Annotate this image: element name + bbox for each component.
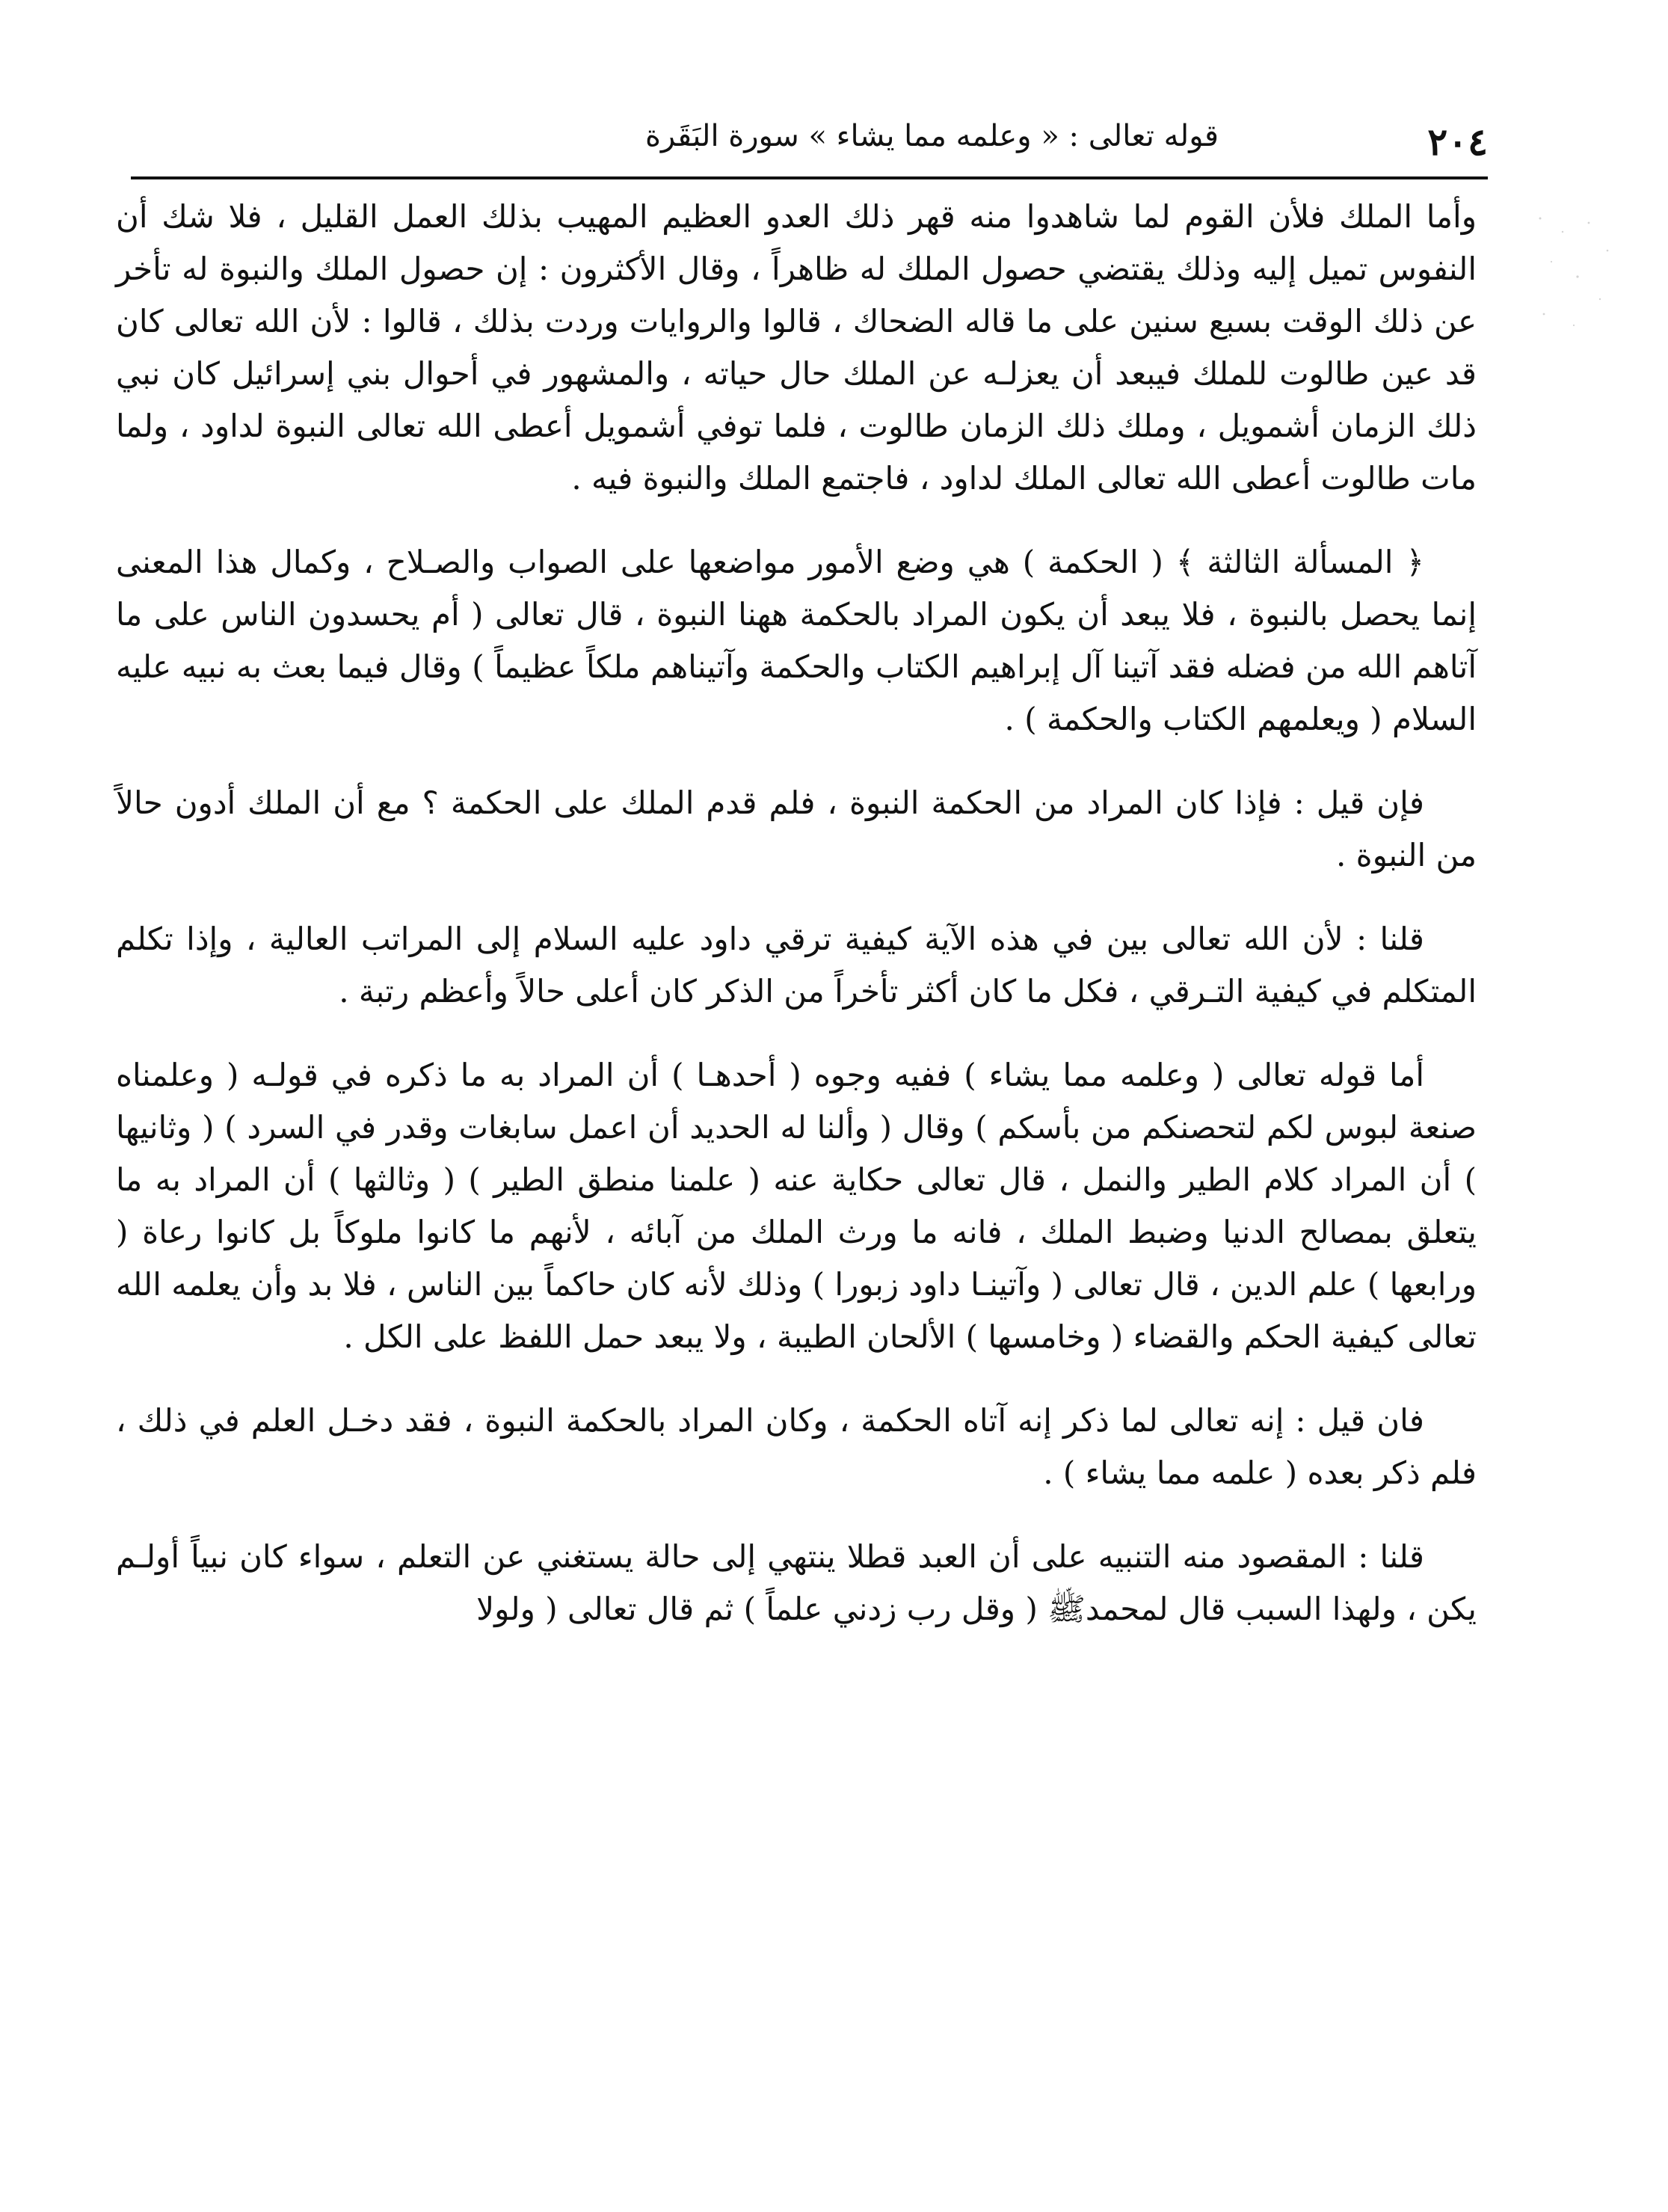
body-text: [116, 191, 1477, 1667]
page-header: [131, 112, 1488, 176]
running-title: قوله تعالى : « وعلمه مما يشاء » سورة البَقَرة: [644, 119, 1219, 153]
paragraph-2: ﴿ المسألة الثالثة ﴾ ( الحكمة ) هي وضع الأمور مواضعها على الصواب والصـلاح ، وكمال هذا المعنى إنما يحصل بالنبوة ، فلا يبعد أن يكون المراد بالحكمة ههنا النبوة ، قال تعالى ( أم يحسدون الناس على ما آتاهم الله من فضله فقد آتينا آل إبراهيم الكتاب والحكمة وآتيناهم ملكاً عظيماً ) وقال فيما بعث به نبيه عليه السلام ( ويعلمهم الكتاب والحكمة ) .: [116, 544, 1477, 737]
paragraph-7: قلنا : المقصود منه التنبيه على أن العبد قطلا ينتهي إلى حالة يستغني عن التعلم ، سواء كان نبياً أولـم يكن ، ولهذا السبب قال لمحمدﷺ ( وقل رب زدني علماً ) ثم قال تعالى ( ولولا: [116, 1538, 1477, 1627]
paragraph-5: أما قوله تعالى ( وعلمه مما يشاء ) ففيه وجوه ( أحدهـا ) أن المراد به ما ذكره في قولـه ( وعلمناه صنعة لبوس لكم لتحصنكم من بأسكم ) وقال ( وألنا له الحديد أن اعمل سابغات وقدر في السرد ) ( وثانيها ) أن المراد كلام الطير والنمل ، قال تعالى حكاية عنه ( علمنا منطق الطير ) ( وثالثها ) أن المراد به ما يتعلق بمصالح الدنيا وضبط الملك ، فانه ما ورث الملك من آبائه ، لأنهم ما كانوا ملوكاً بل كانوا رعاة ( ورابعها ) علم الدين ، قال تعالى ( وآتينـا داود زبورا ) وذلك لأنه كان حاكماً بين الناس ، فلا بد وأن يعلمه الله تعالى كيفية الحكم والقضاء ( وخامسها ) الألحان الطيبة ، ولا يبعد حمل اللفظ على الكل .: [116, 1057, 1477, 1355]
header-rule: [131, 176, 1488, 179]
paragraph-4: قلنا : لأن الله تعالى بين في هذه الآية كيفية ترقي داود عليه السلام إلى المراتب العالية ، وإذا تكلم المتكلم في كيفية التـرقي ، فكل ما كان أكثر تأخراً من الذكر كان أعلى حالاً وأعظم رتبة .: [116, 921, 1477, 1010]
paragraph-1: وأما الملك فلأن القوم لما شاهدوا منه قهر ذلك العدو العظيم المهيب بذلك العمل القليل ، فلا شك أن النفوس تميل إليه وذلك يقتضي حصول الملك له ظاهراً ، وقال الأكثرون : إن حصول الملك والنبوة له تأخر عن ذلك الوقت بسبع سنين على ما قاله الضحاك ، قالوا والروايات وردت بذلك ، قالوا : لأن الله تعالى كان قد عين طالوت للملك فيبعد أن يعزلـه عن الملك حال حياته ، والمشهور في أحوال بني إسرائيل كان نبي ذلك الزمان أشمويل ، وملك ذلك الزمان طالوت ، فلما توفي أشمويل أعطى الله تعالى النبوة لداود ، ولما مات طالوت أعطى الله تعالى الملك لداود ، فاجتمع الملك والنبوة فيه .: [116, 198, 1477, 497]
scan-noise: [1533, 209, 1622, 337]
paragraph-3: فإن قيل : فإذا كان المراد من الحكمة النبوة ، فلم قدم الملك على الحكمة ؟ مع أن الملك أدون حالاً من النبوة .: [116, 784, 1477, 873]
paragraph-6: فان قيل : إنه تعالى لما ذكر إنه آتاه الحكمة ، وكان المراد بالحكمة النبوة ، فقد دخـل العلم في ذلك ، فلم ذكر بعده ( علمه مما يشاء ) .: [116, 1402, 1477, 1491]
page-number: ٢٠٤: [1427, 120, 1488, 164]
